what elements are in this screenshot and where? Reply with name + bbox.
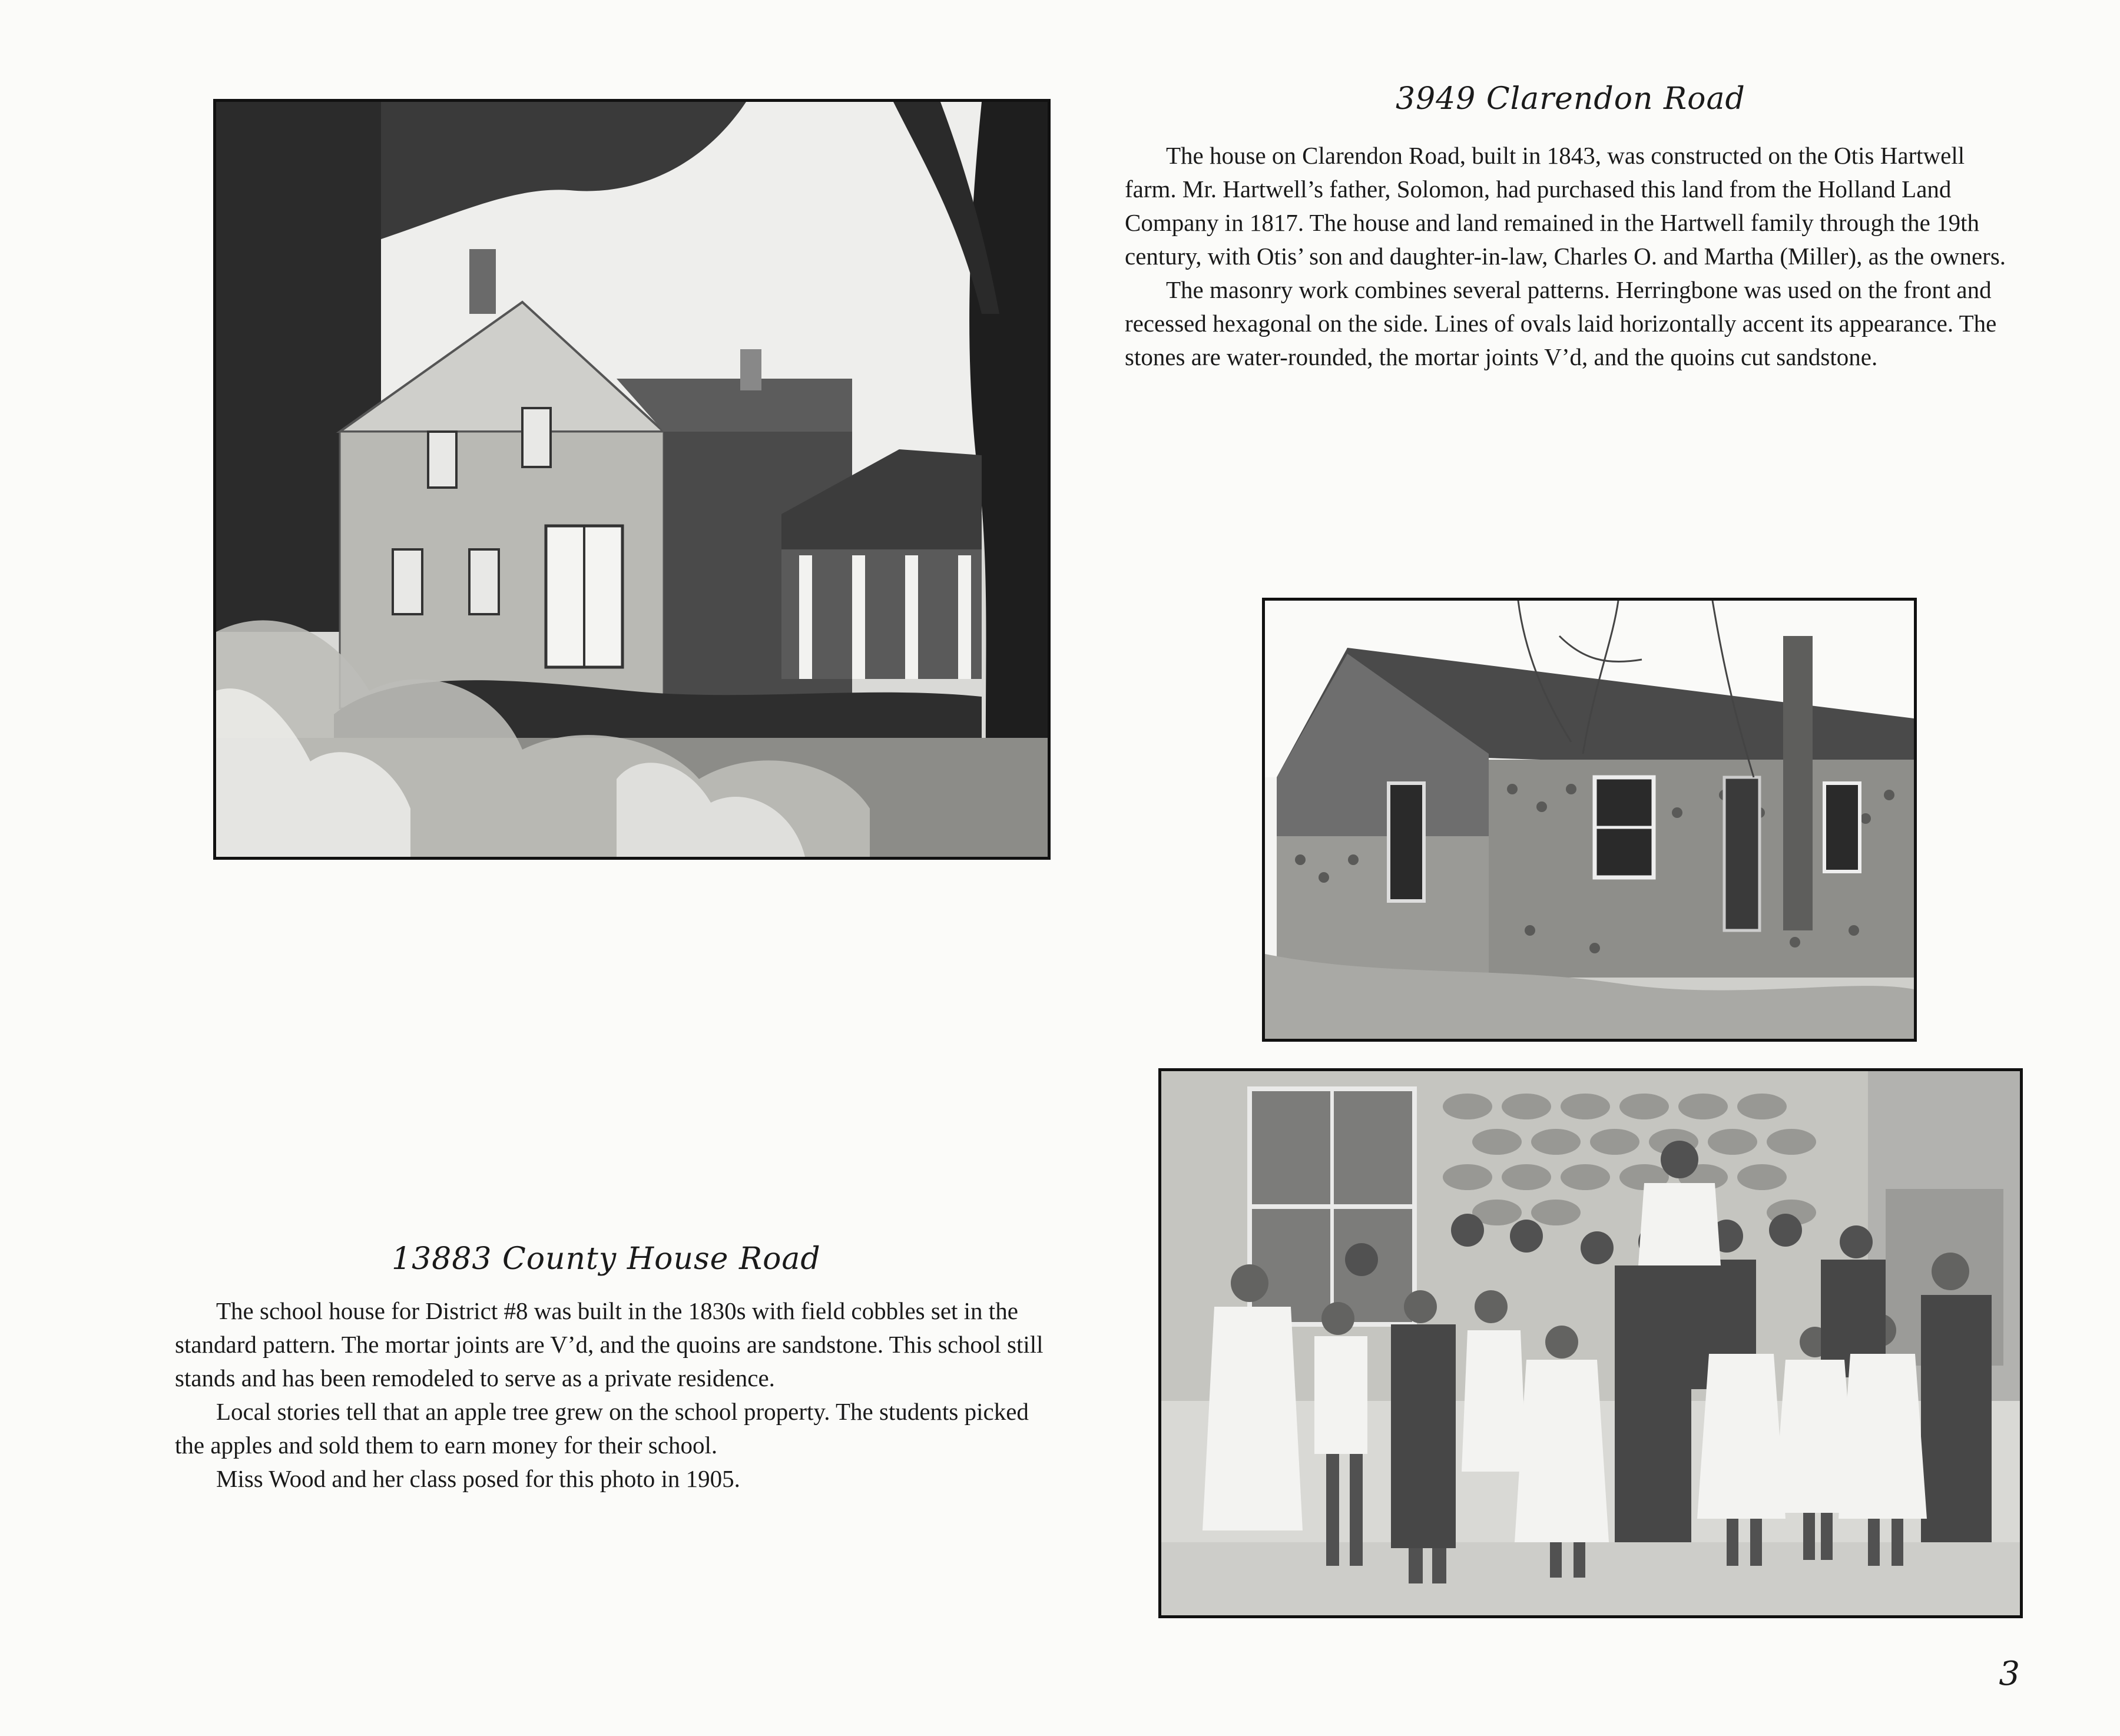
page-number: 3 bbox=[1999, 1655, 2020, 1693]
clarendon-heading: 3949 Clarendon Road bbox=[1396, 81, 1745, 117]
photo-class-1905 bbox=[1158, 1068, 2023, 1618]
clarendon-paragraph-2: The masonry work combines several patterns. Herringbone was used on the front and recessed hexagonal on the side. Lines of ovals laid horizontally accent its appearance. The stones are water-rounded, the mortar joints V’d, and the quoins cut sandstone. bbox=[1125, 276, 1997, 370]
clarendon-text bbox=[1125, 139, 2008, 374]
county-house-text bbox=[175, 1294, 1058, 1496]
photo-schoolhouse bbox=[1262, 598, 1917, 1042]
county-house-heading: 13883 County House Road bbox=[392, 1241, 821, 1277]
house-illustration bbox=[216, 102, 1048, 857]
photo-clarendon-house bbox=[213, 99, 1051, 860]
county-house-paragraph-1: The school house for District #8 was built in the 1830s with field cobbles set in the standard pattern. The mortar joints are V’d, and the quoins are sandstone. This school still stands and has been remodeled to serve as a private residence. bbox=[175, 1297, 1044, 1392]
clarendon-paragraph-1: The house on Clarendon Road, built in 1843, was constructed on the Otis Hartwell farm. Mr. Hartwell’s father, Solomon, had purchased this land from the Holland Land Company in 1817. The house and land remained in the Hartwell family through the 19th century, with Otis’ son and daughter-in-law, Charles O. and Martha (Miller), as the owners. bbox=[1125, 142, 2006, 270]
class-illustration bbox=[1161, 1071, 2020, 1615]
county-house-paragraph-3: Miss Wood and her class posed for this photo in 1905. bbox=[216, 1465, 740, 1492]
schoolhouse-illustration bbox=[1265, 601, 1914, 1039]
county-house-paragraph-2: Local stories tell that an apple tree grew on the school property. The students picked the apples and sold them to earn money for their school. bbox=[175, 1398, 1029, 1459]
